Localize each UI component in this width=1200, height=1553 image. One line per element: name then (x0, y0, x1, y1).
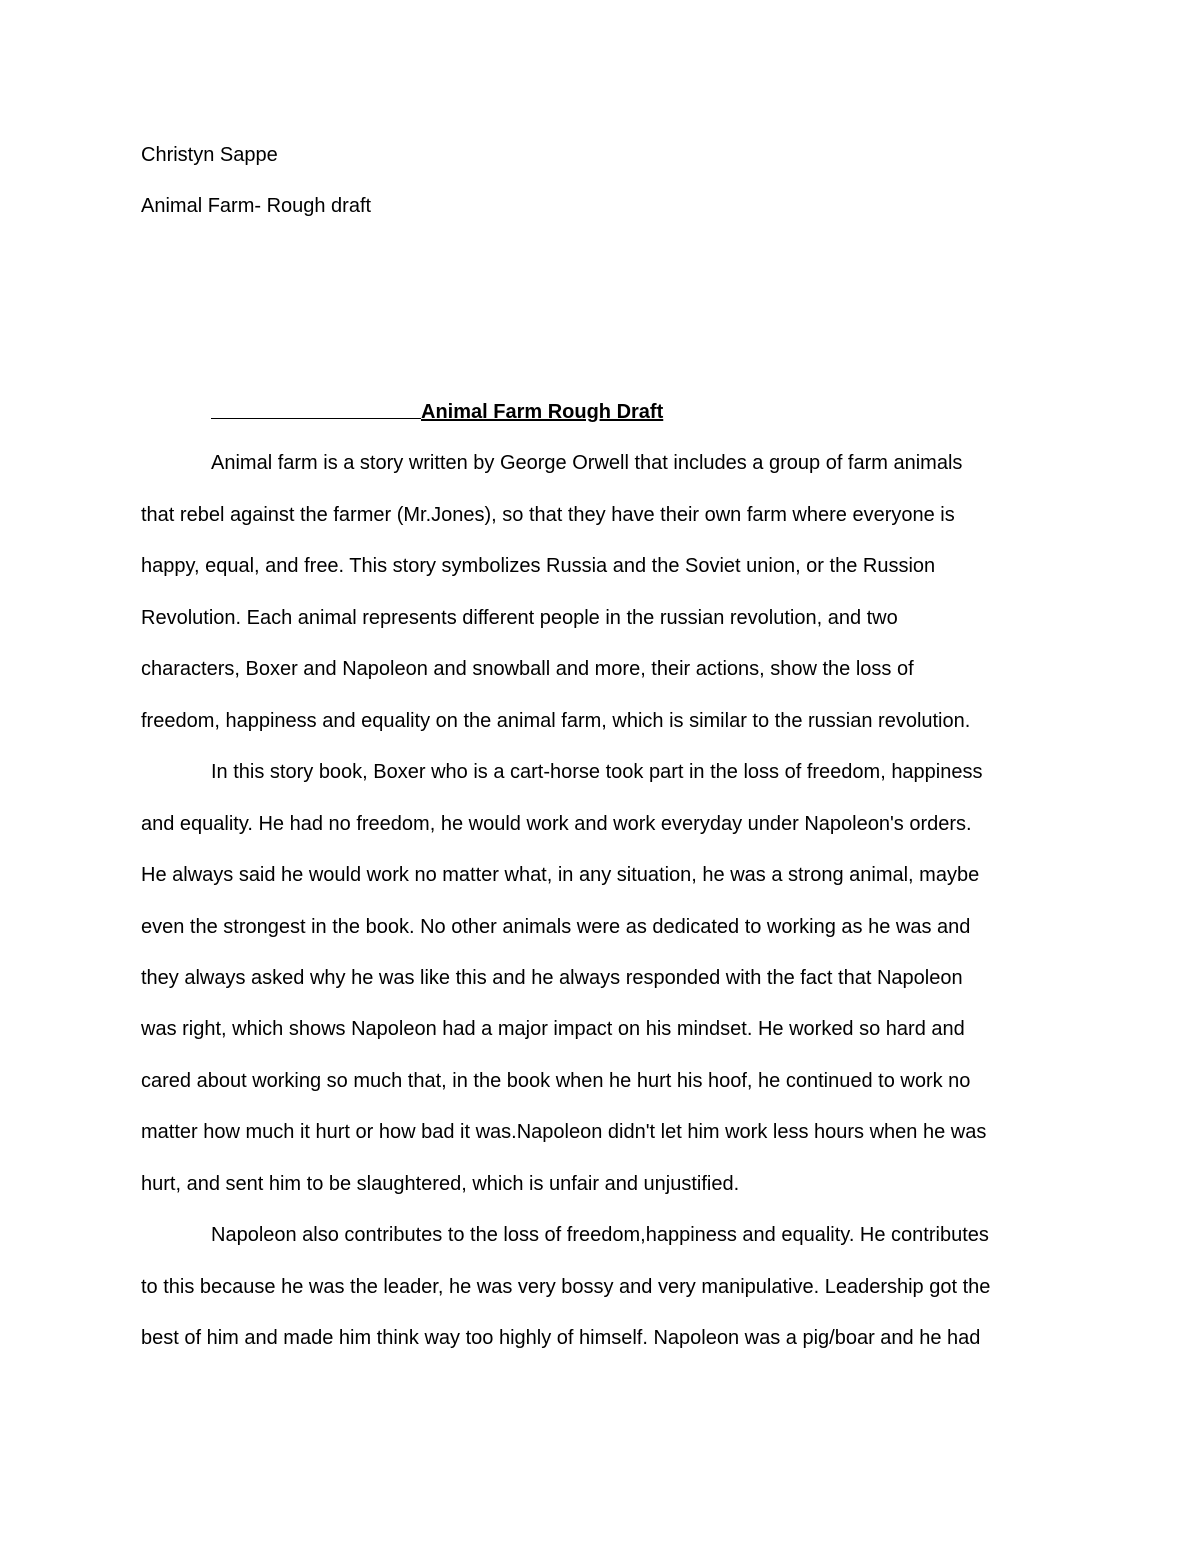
body-line: Napoleon also contributes to the loss of freedom,happiness and equality. He contributes (211, 1224, 989, 1246)
body-line: was right, which shows Napoleon had a major impact on his mindset. He worked so hard and (141, 1018, 965, 1040)
body-line: to this because he was the leader, he was very bossy and very manipulative. Leadership got the (141, 1276, 991, 1298)
body-line: hurt, and sent him to be slaughtered, which is unfair and unjustified. (141, 1173, 740, 1195)
body-line: Revolution. Each animal represents different people in the russian revolution, and two (141, 607, 898, 629)
body-line: even the strongest in the book. No other animals were as dedicated to working as he was and (141, 916, 971, 938)
body-line: happy, equal, and free. This story symbolizes Russia and the Soviet union, or the Russion (141, 555, 936, 577)
body-line: they always asked why he was like this and he always responded with the fact that Napoleon (141, 967, 963, 989)
body-line: In this story book, Boxer who is a cart-horse took part in the loss of freedom, happiness (211, 761, 983, 783)
essay-title-text: Animal Farm Rough Draft (421, 401, 664, 423)
essay-title (211, 400, 663, 424)
body-line: matter how much it hurt or how bad it was.Napoleon didn't let him work less hours when he was (141, 1121, 987, 1143)
body-line: best of him and made him think way too highly of himself. Napoleon was a pig/boar and he had (141, 1327, 981, 1349)
body-line: characters, Boxer and Napoleon and snowball and more, their actions, show the loss of (141, 658, 914, 680)
body-line: cared about working so much that, in the book when he hurt his hoof, he continued to work no (141, 1070, 971, 1092)
document-subtitle: Animal Farm- Rough draft (141, 195, 372, 217)
title-underline-leader (211, 400, 421, 419)
body-line: Animal farm is a story written by George Orwell that includes a group of farm animals (211, 452, 963, 474)
body-line: freedom, happiness and equality on the animal farm, which is similar to the russian revolution. (141, 710, 971, 732)
author-name: Christyn Sappe (141, 144, 278, 166)
body-line: that rebel against the farmer (Mr.Jones), so that they have their own farm where everyone is (141, 504, 955, 526)
body-line: and equality. He had no freedom, he would work and work everyday under Napoleon's orders. (141, 813, 972, 835)
body-line: He always said he would work no matter what, in any situation, he was a strong animal, maybe (141, 864, 980, 886)
